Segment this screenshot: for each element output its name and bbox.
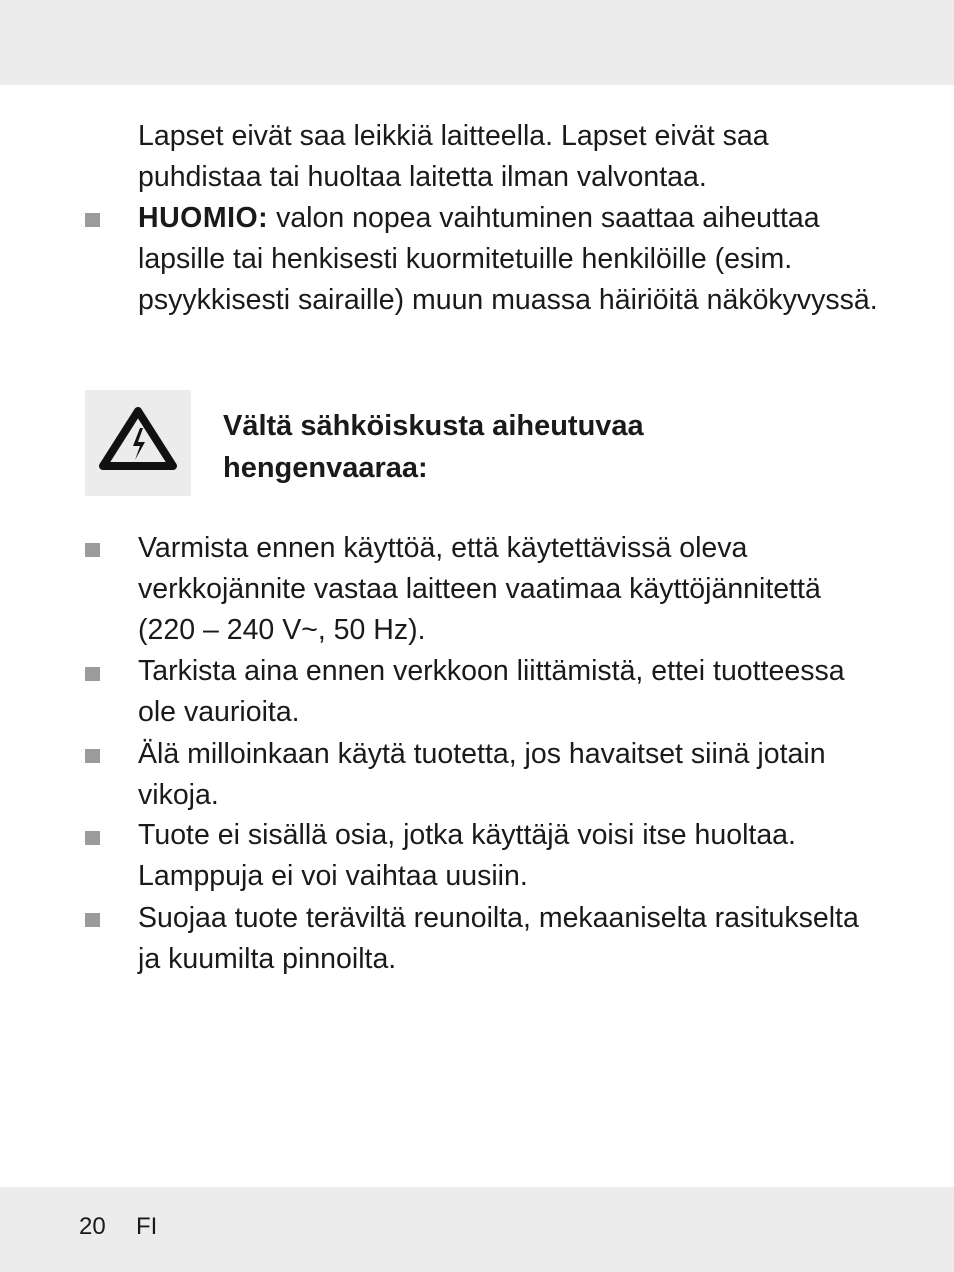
bullet-marker <box>85 913 100 927</box>
bullet-marker <box>85 543 100 557</box>
notice-text: valon nopea vaihtuminen saattaa aiheuttaa lapsille tai henkisesti kuormitetuille henkilöille (esim. psyykkisesti sairaille) muun muassa häiriöitä näkökyvyssä. <box>138 202 878 316</box>
page-number: 20 <box>79 1213 106 1240</box>
notice-paragraph <box>138 198 878 321</box>
header-band <box>0 0 954 85</box>
electric-shock-warning-icon <box>98 406 178 472</box>
bullet-marker <box>85 213 100 227</box>
intro-paragraph: Lapset eivät saa leikkiä laitteella. Lapset eivät saa puhdistaa tai huoltaa laitetta ilman valvontaa. <box>138 120 769 193</box>
language-code: FI <box>136 1213 158 1240</box>
bullet-marker <box>85 749 100 763</box>
bullet-marker <box>85 831 100 845</box>
bullet-marker <box>85 667 100 681</box>
list-item: Varmista ennen käyttöä, että käytettävissä oleva verkkojännite vastaa laitteen vaatimaa käyttöjännitettä (220 – 240 V~, 50 Hz). <box>138 532 821 646</box>
notice-label: HUOMIO: <box>138 202 269 234</box>
list-item: Älä milloinkaan käytä tuotetta, jos havaitset siinä jotain vikoja. <box>138 738 826 811</box>
list-item: Tarkista aina ennen verkkoon liittämistä, ettei tuotteessa ole vaurioita. <box>138 655 845 728</box>
list-item: Tuote ei sisällä osia, jotka käyttäjä voisi itse huoltaa. Lamppuja ei voi vaihtaa uusiin. <box>138 819 796 892</box>
list-item: Suojaa tuote teräviltä reunoilta, mekaaniselta rasitukselta ja kuumilta pinnoilta. <box>138 902 859 975</box>
warning-icon-box <box>85 390 191 496</box>
warning-heading: Vältä sähköiskusta aiheutuvaa hengenvaaraa: <box>223 410 644 484</box>
